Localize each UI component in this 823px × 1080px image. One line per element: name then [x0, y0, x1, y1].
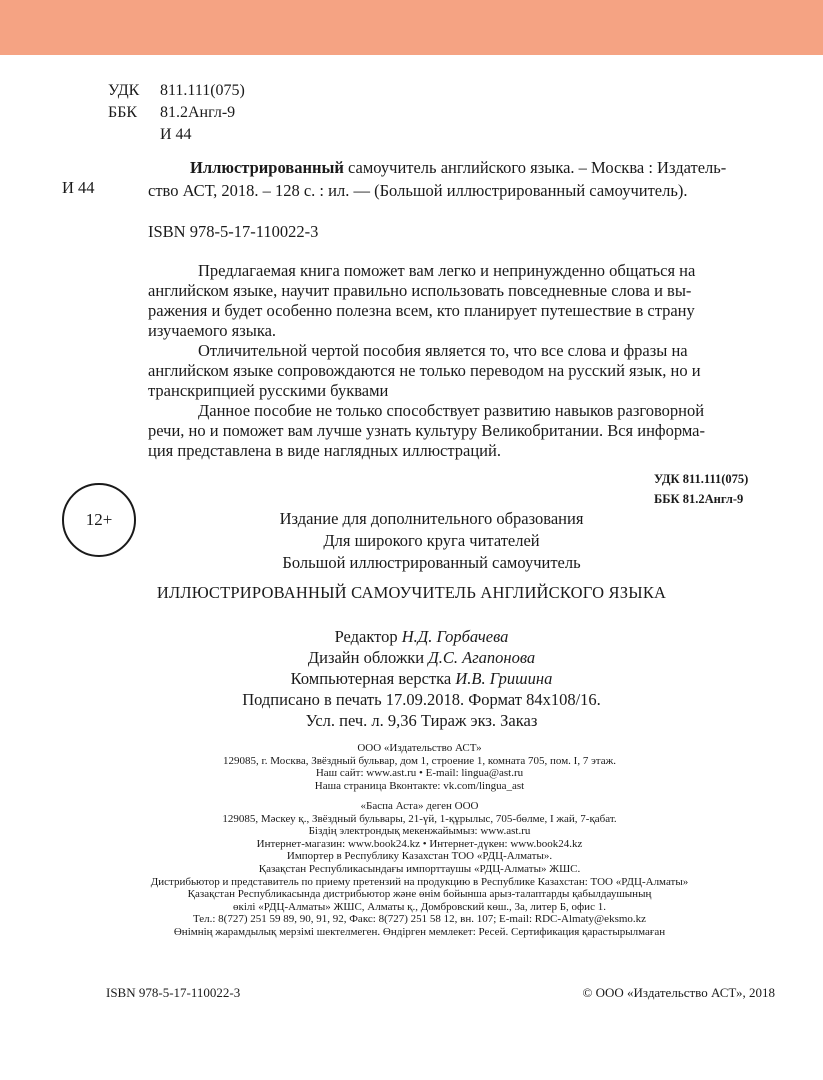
- edition-info: [20, 508, 823, 574]
- annotation-line: ция представлена в виде наглядных иллюстраций.: [148, 441, 501, 460]
- print-line: Усл. печ. л. 9,36 Тираж экз. Заказ: [305, 711, 538, 730]
- kz-line: Өнімнің жарамдылық мерзімі шектелмеген. Өндірген мемлекет: Ресей. Сертификация қарастырылмаған: [173, 925, 666, 938]
- age-rating-text: 12+: [85, 510, 113, 529]
- annotation-line: речи, но и поможет вам лучше узнать культуру Великобритании. Вся информа-: [148, 421, 705, 440]
- author-sign: И 44: [160, 126, 192, 143]
- kz-block: [8, 800, 823, 939]
- layout-line: Компьютерная верстка И.В. Гришина: [290, 669, 553, 688]
- annotation-line: английском языке сопровождаются не только переводом на русский язык, но и: [148, 361, 701, 380]
- main-title: ИЛЛЮСТРИРОВАННЫЙ САМОУЧИТЕЛЬ АНГЛИЙСКОГО ЯЗЫКА: [156, 583, 667, 602]
- edition-line: Для широкого круга читателей: [323, 531, 540, 550]
- kz-line: Интернет-магазин: www.book24.kz • Интернет-дүкен: www.book24.kz: [256, 837, 583, 850]
- bbk-label: ББК: [108, 104, 138, 121]
- kz-line: Дистрибьютор и представитель по приему претензий на продукцию в Республике Казахстан: ТОО «РДЦ-Алматы»: [150, 875, 689, 888]
- classification-block: [108, 80, 245, 146]
- kz-line: 129085, Мәскеу қ., Звёздный бульвары, 21-үй, 1-құрылыс, 705-бөлме, I жай, 7-қабат.: [222, 812, 617, 825]
- udk-code: УДК 811.111(075): [654, 472, 749, 486]
- editor-line: Редактор Н.Д. Горбачева: [334, 627, 509, 646]
- kz-line: өкілі «РДЦ-Алматы» ЖШС, Алматы қ., Домбровский көш., 3а, литер Б, офис 1.: [233, 900, 606, 913]
- signed-line: Подписано в печать 17.09.2018. Формат 84x108/16.: [242, 690, 601, 709]
- kz-line: «Баспа Аста» деген ООО: [360, 800, 479, 812]
- bbk-code: ББК 81.2Англ-9: [654, 492, 744, 506]
- kz-line: Импортер в Республику Казахстан ТОО «РДЦ-Алматы».: [286, 850, 553, 863]
- kz-line: Қазақстан Республикасында дистрибьютор және өнім бойынша арыз-талаптарды қабылдаушының: [187, 888, 652, 901]
- publisher-line: 129085, г. Москва, Звёздный бульвар, дом 1, строение 1, комната 705, пом. I, 7 этаж.: [223, 754, 616, 767]
- publisher-line: Наша страница Вконтакте: vk.com/lingua_ast: [314, 779, 525, 792]
- annotation-line: ражения и будет особенно полезна всем, кто планирует путешествие в страну: [148, 301, 695, 320]
- annotation-line: изучаемого языка.: [148, 321, 277, 340]
- kz-line: Біздің электрондық мекенжайымыз: www.ast.ru: [308, 825, 531, 838]
- annotation-line: Предлагаемая книга поможет вам легко и непринужденно общаться на: [198, 261, 696, 280]
- credits: [10, 626, 823, 731]
- kz-line: Тел.: 8(727) 251 59 89, 90, 91, 92, Факс: 8(727) 251 58 12, вн. 107; E-mail: RDC-Almaty@eksmo.kz: [192, 913, 647, 926]
- side-author-sign: И 44: [62, 178, 95, 197]
- publisher-block: [8, 742, 823, 792]
- annotation-line: Отличительной чертой пособия является то, что все слова и фразы на: [198, 341, 688, 360]
- right-codes: [654, 469, 748, 509]
- bibliographic-line-2: ство АСТ, 2018. – 128 с. : ил. — (Большой иллюстрированный самоучитель).: [148, 181, 688, 200]
- publisher-line: ООО «Издательство АСТ»: [357, 742, 482, 754]
- cover-line: Дизайн обложки Д.С. Агапонова: [307, 648, 536, 667]
- annotation: [148, 261, 776, 461]
- udk-label: УДК: [108, 82, 140, 99]
- bibliographic-line-1: Иллюстрированный самоучитель английского языка. – Москва : Издатель-: [190, 158, 727, 177]
- footer-isbn: ISBN 978-5-17-110022-3: [106, 985, 241, 1000]
- bbk-value: 81.2Англ-9: [160, 104, 236, 121]
- annotation-line: английском языке, научит правильно использовать повседневные слова и вы-: [148, 281, 692, 300]
- annotation-line: Данное пособие не только способствует развитию навыков разговорной: [198, 401, 705, 420]
- top-color-band: [0, 0, 823, 55]
- publisher-line: Наш сайт: www.ast.ru • E-mail: lingua@ast.ru: [315, 767, 524, 780]
- kz-line: Қазақстан Республикасындағы импорттаушы «РДЦ-Алматы» ЖШС.: [258, 862, 581, 875]
- udk-value: 811.111(075): [160, 82, 245, 99]
- footer-copyright: © ООО «Издательство АСТ», 2018: [582, 985, 775, 1000]
- edition-line: Большой иллюстрированный самоучитель: [282, 553, 581, 572]
- annotation-line: транскрипцией русскими буквами: [148, 381, 389, 400]
- book-title-bold: Иллюстрированный: [190, 158, 344, 177]
- bibliographic-isbn: ISBN 978-5-17-110022-3: [148, 222, 319, 241]
- edition-line: Издание для дополнительного образования: [279, 509, 584, 528]
